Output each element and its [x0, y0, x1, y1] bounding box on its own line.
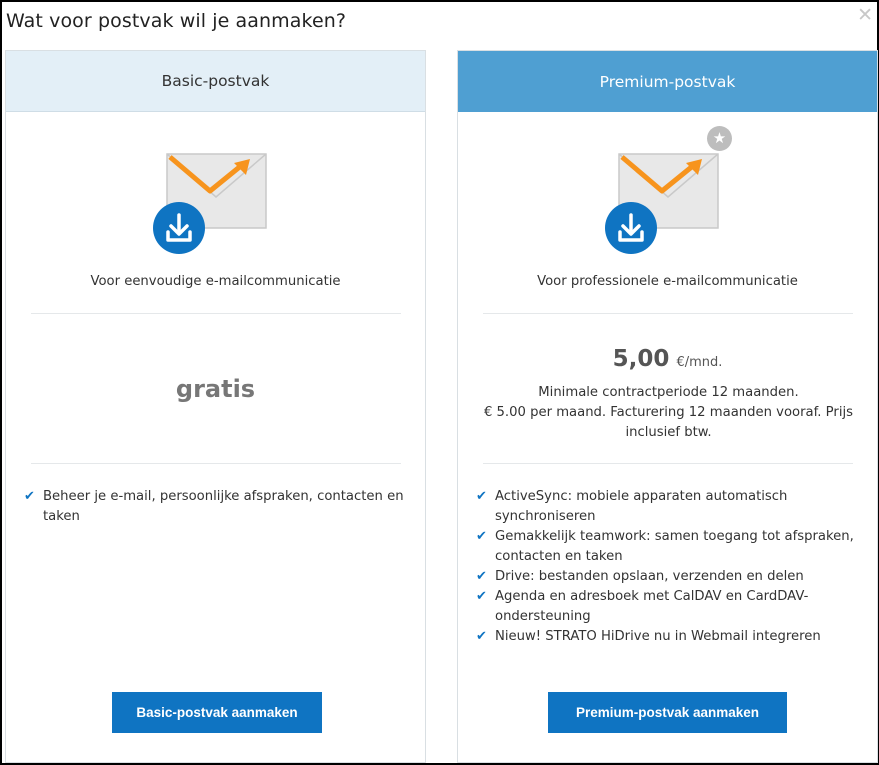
feature-text: Agenda en adresboek met CalDAV en CardDAV-ondersteuning — [495, 589, 809, 624]
close-icon[interactable]: ✕ — [857, 4, 873, 26]
download-icon — [605, 202, 657, 254]
create-basic-mailbox-button[interactable]: Basic-postvak aanmaken — [112, 692, 322, 733]
premium-mailbox-card — [457, 50, 878, 763]
checkmark-icon: ✔ — [24, 489, 35, 504]
premium-subtitle: Voor professionele e-mailcommunicatie — [537, 274, 798, 289]
feature-text: Beheer je e-mail, persoonlijke afspraken, contacten en taken — [43, 489, 404, 524]
feature-item — [476, 487, 856, 527]
create-premium-mailbox-button[interactable]: Premium-postvak aanmaken — [548, 692, 787, 733]
feature-item — [24, 487, 404, 527]
checkmark-icon: ✔ — [476, 529, 487, 544]
feature-item — [476, 587, 856, 627]
price-amount: 5,00 — [612, 346, 670, 372]
feature-text: Nieuw! STRATO HiDrive nu in Webmail integreren — [495, 629, 821, 644]
feature-item — [476, 627, 856, 647]
basic-price: gratis — [175, 375, 256, 403]
premium-feature-list — [476, 487, 856, 647]
checkmark-icon: ✔ — [476, 489, 487, 504]
star-badge-icon: ★ — [707, 126, 732, 151]
checkmark-icon: ✔ — [476, 629, 487, 644]
feature-item — [476, 567, 856, 587]
feature-item — [476, 527, 856, 567]
basic-mailbox-card — [5, 50, 426, 763]
basic-subtitle: Voor eenvoudige e-mailcommunicatie — [90, 274, 341, 289]
price-note-line: € 5.00 per maand. Facturering 12 maanden vooraf. Prijs inclusief btw. — [483, 405, 854, 440]
basic-card-header: Basic-postvak — [6, 51, 425, 112]
price-note-line: Minimale contractperiode 12 maanden. — [538, 385, 799, 400]
feature-text: Gemakkelijk teamwork: samen toegang tot afspraken, contacten en taken — [495, 529, 854, 564]
price-unit: €/mnd. — [676, 355, 723, 370]
divider — [31, 313, 401, 314]
dialog-title: Wat voor postvak wil je aanmaken? — [6, 10, 347, 32]
feature-text: Drive: bestanden opslaan, verzenden en delen — [495, 569, 804, 584]
feature-text: ActiveSync: mobiele apparaten automatisch synchroniseren — [495, 489, 788, 524]
divider — [483, 313, 853, 314]
divider — [483, 463, 853, 464]
price-note — [478, 383, 859, 443]
premium-price — [458, 346, 877, 372]
divider — [31, 463, 401, 464]
checkmark-icon: ✔ — [476, 589, 487, 604]
download-icon — [153, 202, 205, 254]
premium-card-header: Premium-postvak — [458, 51, 877, 112]
checkmark-icon: ✔ — [476, 569, 487, 584]
basic-feature-list — [24, 487, 404, 527]
